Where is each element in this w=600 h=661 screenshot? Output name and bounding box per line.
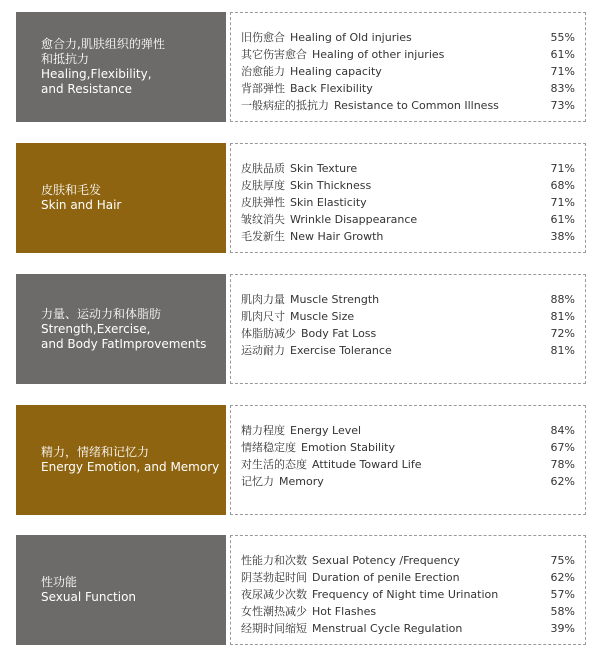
category-label (16, 143, 226, 253)
item-percentage: 81% (550, 310, 575, 323)
category-title-zh: 皮肤和毛发 (41, 183, 102, 197)
list-item (241, 569, 575, 586)
item-label-zh: 性能力和次数 (241, 554, 307, 567)
list-item (241, 439, 575, 456)
list-item (241, 291, 575, 308)
item-label-en: Healing of other injuries (312, 48, 445, 61)
list-item (241, 603, 575, 620)
item-label-en: Energy Level (290, 424, 362, 437)
category-block (16, 405, 586, 515)
list-item (241, 194, 575, 211)
item-label-en: New Hair Growth (290, 230, 384, 243)
item-label-zh: 肌肉力量 (241, 293, 285, 306)
item-percentage: 57% (550, 588, 575, 601)
item-label-zh: 旧伤愈合 (241, 31, 285, 44)
item-label-en: Muscle Size (290, 310, 355, 323)
item-label-en: Attitude Toward Life (312, 458, 422, 471)
category-items (230, 274, 586, 384)
list-item (241, 63, 575, 80)
item-percentage: 88% (550, 293, 575, 306)
item-label-zh: 女性潮热减少 (241, 605, 307, 618)
list-item (241, 177, 575, 194)
item-label-zh: 背部弹性 (241, 82, 285, 95)
item-label-en: Healing of Old injuries (290, 31, 412, 44)
item-label-en: Wrinkle Disappearance (290, 213, 418, 226)
list-item (241, 29, 575, 46)
item-label-zh: 情绪稳定度 (241, 441, 296, 454)
list-item (241, 552, 575, 569)
list-item (241, 620, 575, 637)
item-label-zh: 对生活的态度 (241, 458, 307, 471)
category-label (16, 535, 226, 645)
item-percentage: 73% (550, 99, 575, 112)
item-label-en: Menstrual Cycle Regulation (312, 622, 463, 635)
item-percentage: 62% (550, 571, 575, 584)
item-label-en: Resistance to Common Illness (334, 99, 499, 112)
item-percentage: 39% (550, 622, 575, 635)
category-items (230, 405, 586, 515)
item-percentage: 58% (550, 605, 575, 618)
item-percentage: 68% (550, 179, 575, 192)
item-percentage: 55% (550, 31, 575, 44)
item-label-zh: 肌肉尺寸 (241, 310, 285, 323)
item-label-zh: 夜尿减少次数 (241, 588, 307, 601)
item-label-en: Body Fat Loss (301, 327, 377, 340)
item-label-zh: 皮肤厚度 (241, 179, 285, 192)
list-item (241, 80, 575, 97)
item-percentage: 71% (550, 65, 575, 78)
item-label-en: Exercise Tolerance (290, 344, 392, 357)
item-percentage: 78% (550, 458, 575, 471)
item-percentage: 61% (550, 48, 575, 61)
list-item (241, 160, 575, 177)
item-percentage: 71% (550, 162, 575, 175)
list-item (241, 46, 575, 63)
item-label-en: Frequency of Night time Urination (312, 588, 499, 601)
category-block (16, 535, 586, 645)
item-label-zh: 运动耐力 (241, 344, 285, 357)
item-percentage: 84% (550, 424, 575, 437)
category-title-en: Sexual Function (41, 590, 137, 604)
item-percentage: 71% (550, 196, 575, 209)
item-label-zh: 皱纹消失 (241, 213, 285, 226)
item-label-en: Skin Thickness (290, 179, 372, 192)
list-item (241, 586, 575, 603)
category-title-en: Healing,Flexibility, and Resistance (41, 67, 152, 96)
category-label (16, 405, 226, 515)
item-label-en: Emotion Stability (301, 441, 395, 454)
item-label-zh: 其它伤害愈合 (241, 48, 307, 61)
category-items (230, 535, 586, 645)
category-block (16, 143, 586, 253)
category-title-en: Energy Emotion, and Memory (41, 460, 220, 474)
list-item (241, 228, 575, 245)
list-item (241, 211, 575, 228)
item-percentage: 83% (550, 82, 575, 95)
category-title-en: Skin and Hair (41, 198, 122, 212)
item-label-zh: 精力程度 (241, 424, 285, 437)
category-block (16, 12, 586, 122)
category-title-zh: 力量、运动力和体脂肪 (41, 306, 162, 321)
category-label (16, 274, 226, 384)
item-label-en: Hot Flashes (312, 605, 377, 618)
item-label-zh: 体脂肪减少 (241, 327, 296, 340)
category-title-en: Strength,Exercise, and Body FatImprovements (41, 321, 207, 351)
item-label-en: Skin Texture (290, 162, 358, 175)
category-title-zh: 愈合力,肌肤组织的弹性 和抵抗力 (41, 37, 165, 66)
category-title-zh: 精力，情绪和记忆力 (41, 445, 150, 459)
item-percentage: 67% (550, 441, 575, 454)
list-item (241, 342, 575, 359)
item-label-en: Sexual Potency /Frequency (312, 554, 460, 567)
item-label-zh: 记忆力 (241, 475, 274, 488)
item-label-zh: 阴茎勃起时间 (241, 571, 307, 584)
list-item (241, 325, 575, 342)
list-item (241, 97, 575, 114)
category-block (16, 274, 586, 384)
item-label-en: Memory (279, 475, 324, 488)
list-item (241, 456, 575, 473)
item-label-en: Healing capacity (290, 65, 382, 78)
item-label-zh: 治愈能力 (241, 65, 285, 78)
category-items (230, 12, 586, 122)
item-label-zh: 一般病症的抵抗力 (241, 99, 329, 112)
category-label (16, 12, 226, 122)
category-title-zh: 性功能 (41, 575, 78, 589)
list-item (241, 308, 575, 325)
list-item (241, 422, 575, 439)
item-label-zh: 毛发新生 (241, 230, 285, 243)
item-label-en: Skin Elasticity (290, 196, 367, 209)
item-label-zh: 经期时间缩短 (241, 622, 307, 635)
item-percentage: 81% (550, 344, 575, 357)
item-percentage: 72% (550, 327, 575, 340)
item-label-zh: 皮肤弹性 (241, 196, 285, 209)
item-percentage: 61% (550, 213, 575, 226)
item-percentage: 62% (550, 475, 575, 488)
item-label-en: Duration of penile Erection (312, 571, 460, 584)
item-label-zh: 皮肤品质 (241, 162, 285, 175)
item-label-en: Muscle Strength (290, 293, 380, 306)
item-percentage: 75% (550, 554, 575, 567)
item-label-en: Back Flexibility (290, 82, 373, 95)
list-item (241, 473, 575, 490)
category-items (230, 143, 586, 253)
item-percentage: 38% (550, 230, 575, 243)
